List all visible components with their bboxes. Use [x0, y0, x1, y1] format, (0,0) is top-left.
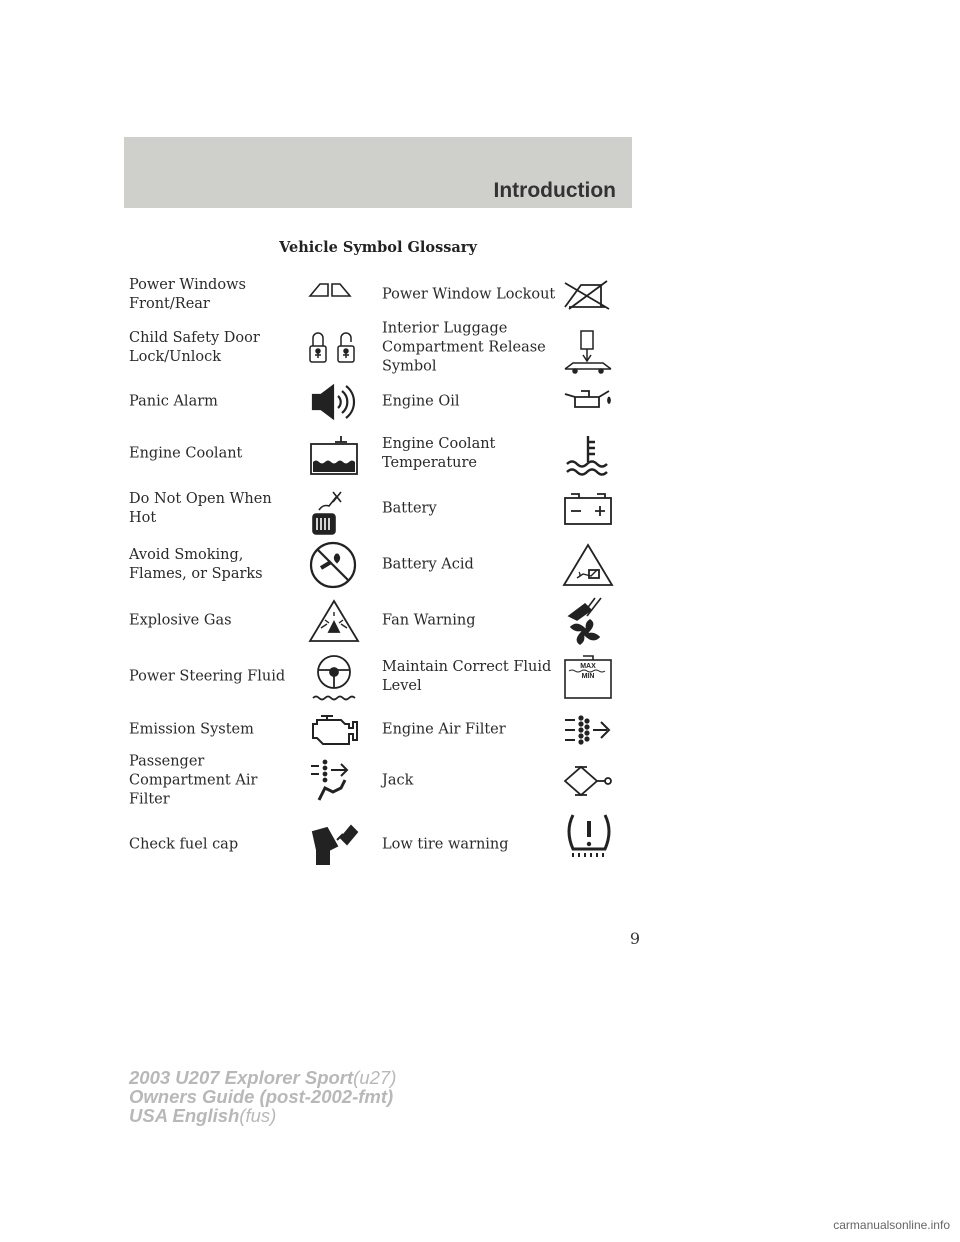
fluid-level-icon	[561, 654, 615, 700]
air-filter-icon	[561, 712, 613, 748]
symbol-label: Fan Warning	[382, 612, 476, 629]
battery-icon	[561, 492, 615, 526]
footer-line-2: Owners Guide (post-2002-fmt)	[129, 1086, 394, 1107]
symbol-label: Low tire warning	[382, 836, 509, 853]
fuel-cap-icon	[307, 820, 361, 866]
header-band	[124, 137, 632, 208]
symbol-label: Power Steering Fluid	[129, 668, 286, 685]
symbol-label: Explosive Gas	[129, 612, 232, 629]
symbol-label: Child Safety Door Lock/Unlock	[129, 330, 260, 365]
hot-cap-icon	[307, 490, 347, 536]
coolant-temp-icon	[561, 432, 615, 476]
window-lockout-icon	[561, 279, 613, 311]
symbol-label: Jack	[382, 772, 414, 789]
speaker-icon	[307, 382, 357, 422]
glossary-title: Vehicle Symbol Glossary	[279, 239, 477, 256]
fan-warning-icon	[561, 596, 609, 646]
symbol-label: Engine Air Filter	[382, 721, 506, 738]
symbol-label: Power Window Lockout	[382, 286, 556, 303]
watermark[interactable]: carmanualsonline.info	[833, 1218, 950, 1232]
symbol-label: Engine Coolant Temperature	[382, 436, 496, 471]
symbol-label: Power Windows Front/Rear	[129, 277, 246, 312]
symbol-label: Engine Oil	[382, 393, 460, 410]
symbol-label: Passenger Compartment Air Filter	[129, 753, 258, 808]
child-lock-icon	[307, 330, 361, 366]
footer-line-1: 2003 U207 Explorer Sport(u27)	[129, 1067, 397, 1088]
max-mark: MAX	[580, 663, 596, 670]
document-footer	[129, 1068, 396, 1125]
cabin-filter-icon	[307, 758, 359, 804]
section-title: Introduction	[493, 179, 616, 202]
min-mark: MIN	[581, 673, 595, 680]
oil-can-icon	[561, 385, 615, 411]
symbol-label: Do Not Open When Hot	[129, 491, 272, 526]
steering-fluid-icon	[307, 654, 361, 704]
power-windows-icon	[307, 279, 355, 299]
symbol-label: Interior Luggage Compartment Release Symbol	[382, 320, 546, 375]
battery-acid-icon	[561, 542, 615, 588]
coolant-reservoir-icon	[307, 434, 361, 478]
engine-icon	[307, 712, 359, 748]
symbol-label: Avoid Smoking, Flames, or Sparks	[129, 547, 263, 582]
symbol-label: Emission System	[129, 721, 254, 738]
footer-line-3: USA English(fus)	[129, 1105, 277, 1126]
symbol-label: Maintain Correct Fluid Level	[382, 659, 552, 694]
trunk-release-icon	[561, 329, 615, 375]
symbol-label: Battery Acid	[382, 556, 474, 573]
symbol-label: Check fuel cap	[129, 836, 239, 853]
symbol-label: Engine Coolant	[129, 445, 243, 462]
symbol-label: Battery	[382, 500, 437, 517]
explosive-gas-icon	[307, 598, 361, 644]
no-smoking-icon	[307, 540, 359, 590]
low-tire-icon	[561, 811, 617, 859]
symbol-label: Panic Alarm	[129, 393, 218, 410]
jack-icon	[561, 764, 617, 798]
page-number: 9	[629, 929, 640, 948]
